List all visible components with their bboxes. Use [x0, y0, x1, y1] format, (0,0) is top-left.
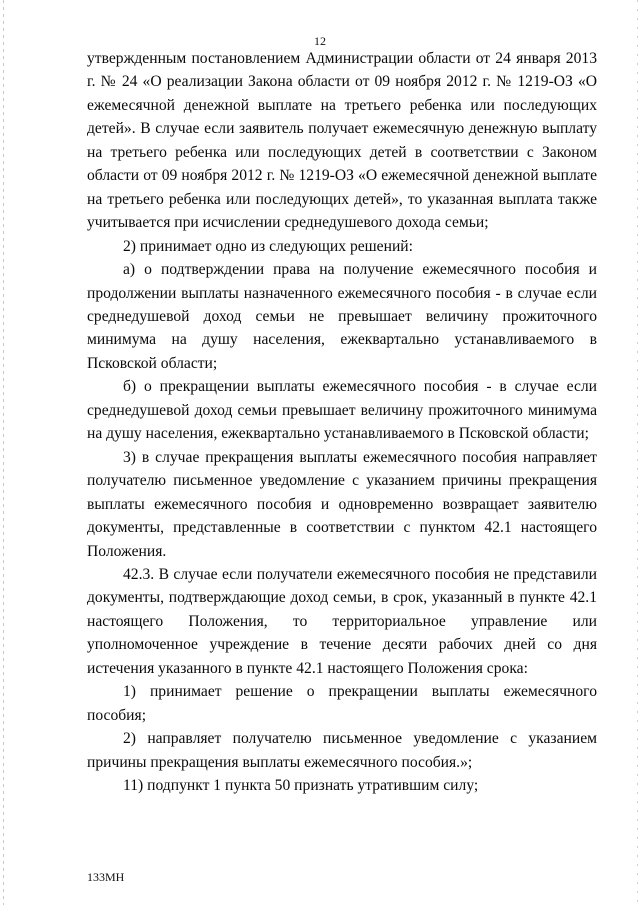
page-number: 12	[314, 34, 326, 48]
paragraph-item-b: б) о прекращении выплаты ежемесячного пособия - в случае если среднедушевой доход семьи превышает величину прожиточного минимума на душу населения, ежеквартально устанавливаемого в Псковской области;	[87, 378, 597, 443]
paragraph-item-11: 11) подпункт 1 пункта 50 признать утратившим силу;	[123, 777, 479, 795]
footer-document-code: 133МН	[87, 870, 125, 884]
paragraph-42-3-item-1: 1) принимает решение о прекращении выплаты ежемесячного пособия;	[87, 683, 597, 724]
paragraph-42-3-item-2: 2) направляет получателю письменное уведомление с указанием причины прекращения выплаты ежемесячного пособия.»;	[87, 730, 597, 771]
scan-edge-right	[637, 0, 638, 905]
paragraph-item-a: а) о подтверждении права на получение ежемесячного пособия и продолжении выплаты назначенного ежемесячного пособия - в случае если среднедушевой доход семьи не превышает величину прожиточного минимума на душу населения, ежеквартально устанавливаемого в Псковской области;	[87, 261, 597, 372]
scan-edge-left	[3, 0, 4, 905]
paragraph-continuation: утвержденным постановлением Администрации области от 24 января 2013 г. № 24 «О реализации Закона области от 09 ноября 2012 г. № 1219-ОЗ «О ежемесячной денежной выплате на третьего ребенка или последующих детей». В случае если заявитель получает ежемесячную денежную выплату на третьего ребенка или последующих детей в соответствии с Законом области от 09 ноября 2012 г. № 1219-ОЗ «О ежемесячной денежной выплате на третьего ребенка или последующих детей», то указанная выплата также учитывается при исчислении среднедушевого дохода семьи;	[87, 50, 597, 232]
document-body	[87, 47, 597, 798]
paragraph-item-2: 2) принимает одно из следующих решений:	[123, 237, 413, 255]
paragraph-item-3: 3) в случае прекращения выплаты ежемесячного пособия направляет получателю письменное уведомление с указанием причины прекращения выплаты ежемесячного пособия и одновременно возвращает заявителю документы, представленные в соответствии с пунктом 42.1 настоящего Положения.	[87, 448, 597, 560]
paragraph-42-3: 42.3. В случае если получатели ежемесячного пособия не представили документы, подтверждающие доход семьи, в срок, указанный в пункте 42.1 настоящего Положения, то территориальное управление или уполномоченное учреждение в течение десяти рабочих дней со дня истечения указанного в пункте 42.1 настоящего Положения срока:	[87, 565, 597, 677]
